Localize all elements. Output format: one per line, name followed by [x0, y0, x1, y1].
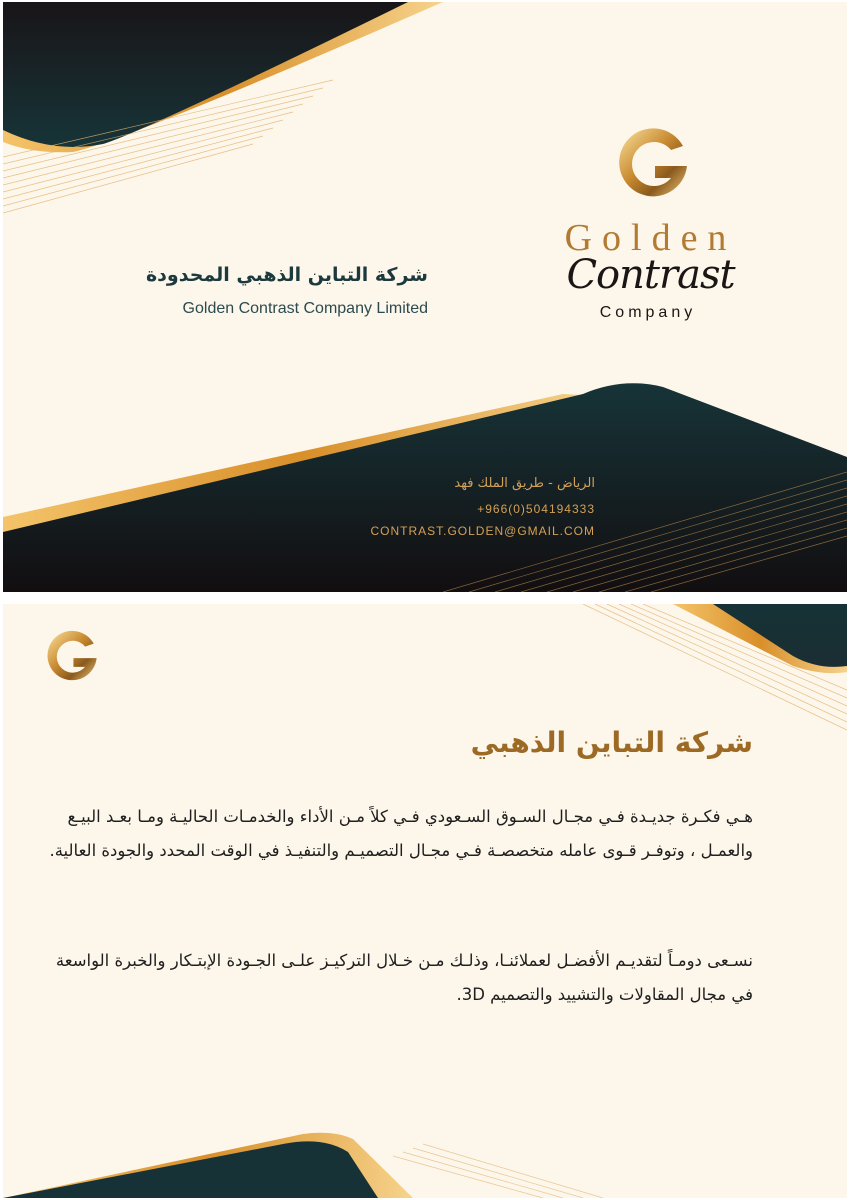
business-card-back: [3, 604, 847, 1198]
logo-word-contrast: Contrast: [566, 252, 735, 298]
company-name-english: Golden Contrast Company Limited: [182, 300, 428, 317]
g-monogram-icon: [43, 626, 101, 686]
description-paragraph-2: نسـعى دومـاً لتقديـم الأفضـل لعملائنـا، وذلـك مـن خـلال التركيـز علـى الجـودة الإبتـكار والخبرة الواسعة في مجال المقاولات والتشييد والتصميم 3D.: [55, 951, 753, 1004]
company-name-arabic: شركة التباين الذهبي المحدودة: [145, 264, 428, 286]
contact-address: الرياض - طريق الملك فهد: [454, 476, 595, 491]
description-paragraph-1: هـي فكـرة جديـدة فـي مجـال السـوق السـعودي فـي كلاً مـن الأداء والخدمـات الحاليـة ومـا بعـد البيـع والعمـل ، وتوفـر قـوى عامله متخصصـة فـي مجـال التصميـم والتنفيـذ في الوقت المحدد والجودة العالية.: [49, 807, 753, 860]
contact-email: CONTRAST.GOLDEN@GMAIL.COM: [370, 524, 595, 538]
back-background-shapes: [3, 604, 847, 1198]
logo-word-company: Company: [599, 304, 697, 321]
logo-word-golden: Golden: [564, 217, 737, 259]
g-monogram-icon: [613, 122, 693, 204]
contact-phone: +966(0)504194333: [477, 502, 595, 516]
back-title: شركة التباين الذهبي: [470, 726, 753, 759]
business-card-front: [3, 2, 847, 592]
